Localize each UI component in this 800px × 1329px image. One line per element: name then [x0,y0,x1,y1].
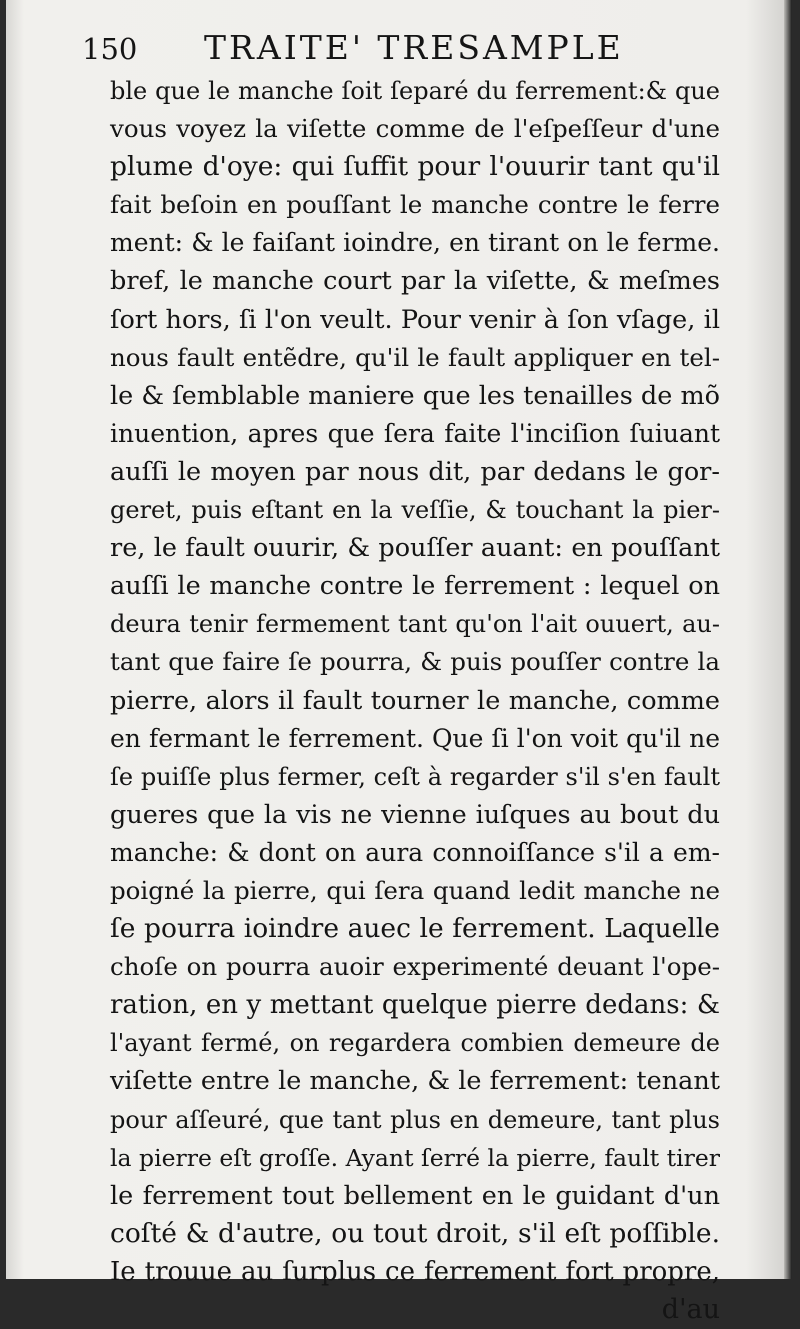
text-line: re, le fault ouurir, & pouſſer auant: en pouſſant [110,533,720,564]
text-line: pour aſſeuré, que tant plus en demeure, tant plus [110,1105,720,1134]
text-line: l'ayant fermé, on regardera combien demeure de [110,1029,720,1058]
body-text [110,72,720,1329]
text-line: gueres que la vis ne vienne iuſques au bout du [110,799,720,830]
text-line: inuention, apres que ſera faite l'inciſion ſuiuant [110,418,720,448]
text-line: plume d'oye: qui ſuffit pour l'ouurir tant qu'il [110,151,720,183]
text-line: auſſi le manche contre le ferrement : lequel on [110,571,720,602]
text-line: ble que le manche ſoit ſeparé du ferrement:& que [110,77,720,105]
text-line: fait beſoin en pouſſant le manche contre le ferre [110,190,720,220]
text-line: ration, en y mettant quelque pierre dedans: & [110,990,720,1021]
text-line: le & ſemblable maniere que les tenailles de mõ [110,380,720,411]
running-head: TRAITE' TRESAMPLE [204,28,624,67]
text-line: pierre, alors il fault tourner le manche, comme [110,685,720,716]
text-line: viſette entre le manche, & le ferrement: tenant [110,1066,720,1097]
catchword: d'au [661,1294,720,1325]
page-header [82,24,722,70]
page-edge-shadow [784,0,792,1279]
text-line: poigné la pierre, qui ſera quand ledit manche ne [110,875,720,905]
text-line: en fermant le ferrement. Que ſi l'on voit qu'il ne [110,723,720,753]
text-line: la pierre eſt groſſe. Ayant ſerré la pierre, fault tirer [110,1143,720,1172]
text-line: geret, puis eſtant en la veſſie, & touchant la pier- [110,496,720,525]
text-line: choſe on pourra auoir experimenté deuant l'ope- [110,952,720,982]
text-line: ment: & le faiſant ioindre, en tirant on le ferme. [110,228,720,258]
book-page [6,0,792,1325]
text-line: tant que faire ſe pourra, & puis pouſſer contre la [110,647,720,677]
text-line: coſté & d'autre, ou tout droit, s'il eſt poſſible. [110,1217,720,1249]
text-line: deura tenir fermement tant qu'on l'ait ouuert, au- [110,610,720,639]
text-line: ſort hors, ſi l'on veult. Pour venir à ſon vſage, il [110,304,720,335]
text-line: manche: & dont on aura connoiſſance s'il a em- [110,837,720,867]
text-line: bref, le manche court par la viſette, & meſmes [110,266,720,297]
text-line: nous fault entẽdre, qu'il le fault appliquer en tel- [110,342,720,372]
text-line: ſe pourra ioindre auec le ferrement. Laquelle [110,913,720,945]
text-line: le ferrement tout bellement en le guidant d'un [110,1180,720,1211]
text-line: Ie trouue au ſurplus ce ferrement fort propre, [110,1256,720,1287]
page-number: 150 [82,32,138,66]
text-line: vous voyez la viſette comme de l'eſpeſſeur d'une [110,114,720,144]
text-line: auſſi le moyen par nous dit, par dedans le gor- [110,456,720,487]
text-line: ſe puiſſe plus fermer, ceſt à regarder s'il s'en fault [110,762,720,791]
